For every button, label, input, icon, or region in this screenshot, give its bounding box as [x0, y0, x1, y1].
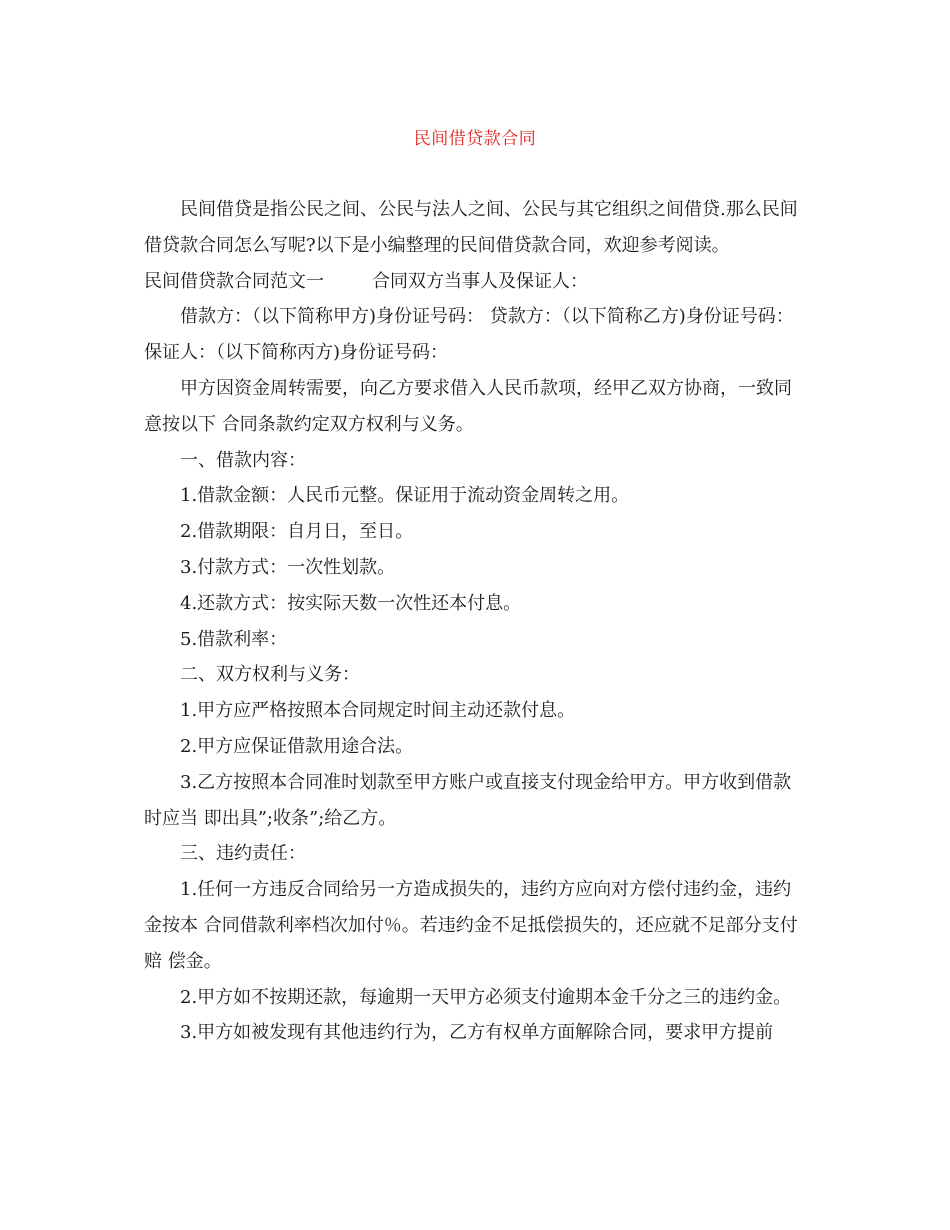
list-item: 1.甲方应严格按照本合同规定时间主动还款付息。: [180, 700, 576, 722]
list-item: 5.借款利率：: [180, 628, 288, 650]
list-item: 1.任何一方违反合同给另一方造成损失的，违约方应向对方偿付违约金，违约金按本 合同借款利率档次加付％。若违约金不足抵偿损失的，还应就不足部分支付赔 偿金。: [144, 879, 798, 972]
sample-heading: 民间借贷款合同范文一: [144, 270, 324, 292]
list-item: 2.借款期限：自月日，至日。: [180, 521, 414, 543]
list-item: 1.借款金额：人民币元整。保证用于流动资金周转之用。: [180, 485, 630, 507]
list-item: 3.甲方如被发现有其他违约行为，乙方有权单方面解除合同，要求甲方提前: [180, 1022, 774, 1044]
sample-heading-line: [144, 264, 806, 300]
parties-heading: 合同双方当事人及保证人：: [372, 270, 588, 292]
list-item: 3.付款方式：一次性划款。: [180, 556, 396, 578]
list-item: 2.甲方如不按期还款，每逾期一天甲方必须支付逾期本金千分之三的违约金。: [180, 986, 792, 1008]
section-heading: 二、双方权利与义务：: [180, 664, 360, 686]
list-item: 3.乙方按照本合同准时划款至甲方账户或直接支付现金给甲方。甲方收到借款时应当 即出具”;收条”;给乙方。: [144, 771, 792, 829]
document-title: 民间借贷款合同: [413, 129, 537, 149]
intro-paragraph: 民间借贷是指公民之间、公民与法人之间、公民与其它组织之间借贷.那么民间借贷款合同怎么写呢?以下是小编整理的民间借贷款合同，欢迎参考阅读。: [144, 199, 798, 256]
list-item: 4.还款方式：按实际天数一次性还本付息。: [180, 592, 522, 614]
heading-spacer: [324, 264, 372, 300]
document-body: [144, 192, 806, 1051]
section-heading: 一、借款内容：: [180, 449, 306, 471]
list-item: 2.甲方应保证借款用途合法。: [180, 735, 414, 757]
purpose-paragraph: 甲方因资金周转需要，向乙方要求借入人民币款项，经甲乙双方协商，一致同意按以下 合同条款约定双方权利与义务。: [144, 377, 792, 435]
section-heading: 三、违约责任：: [180, 843, 306, 865]
parties-paragraph: 借款方：（以下简称甲方)身份证号码： 贷款方：（以下简称乙方)身份证号码： 保证人：（以下简称丙方)身份证号码：: [144, 306, 794, 364]
